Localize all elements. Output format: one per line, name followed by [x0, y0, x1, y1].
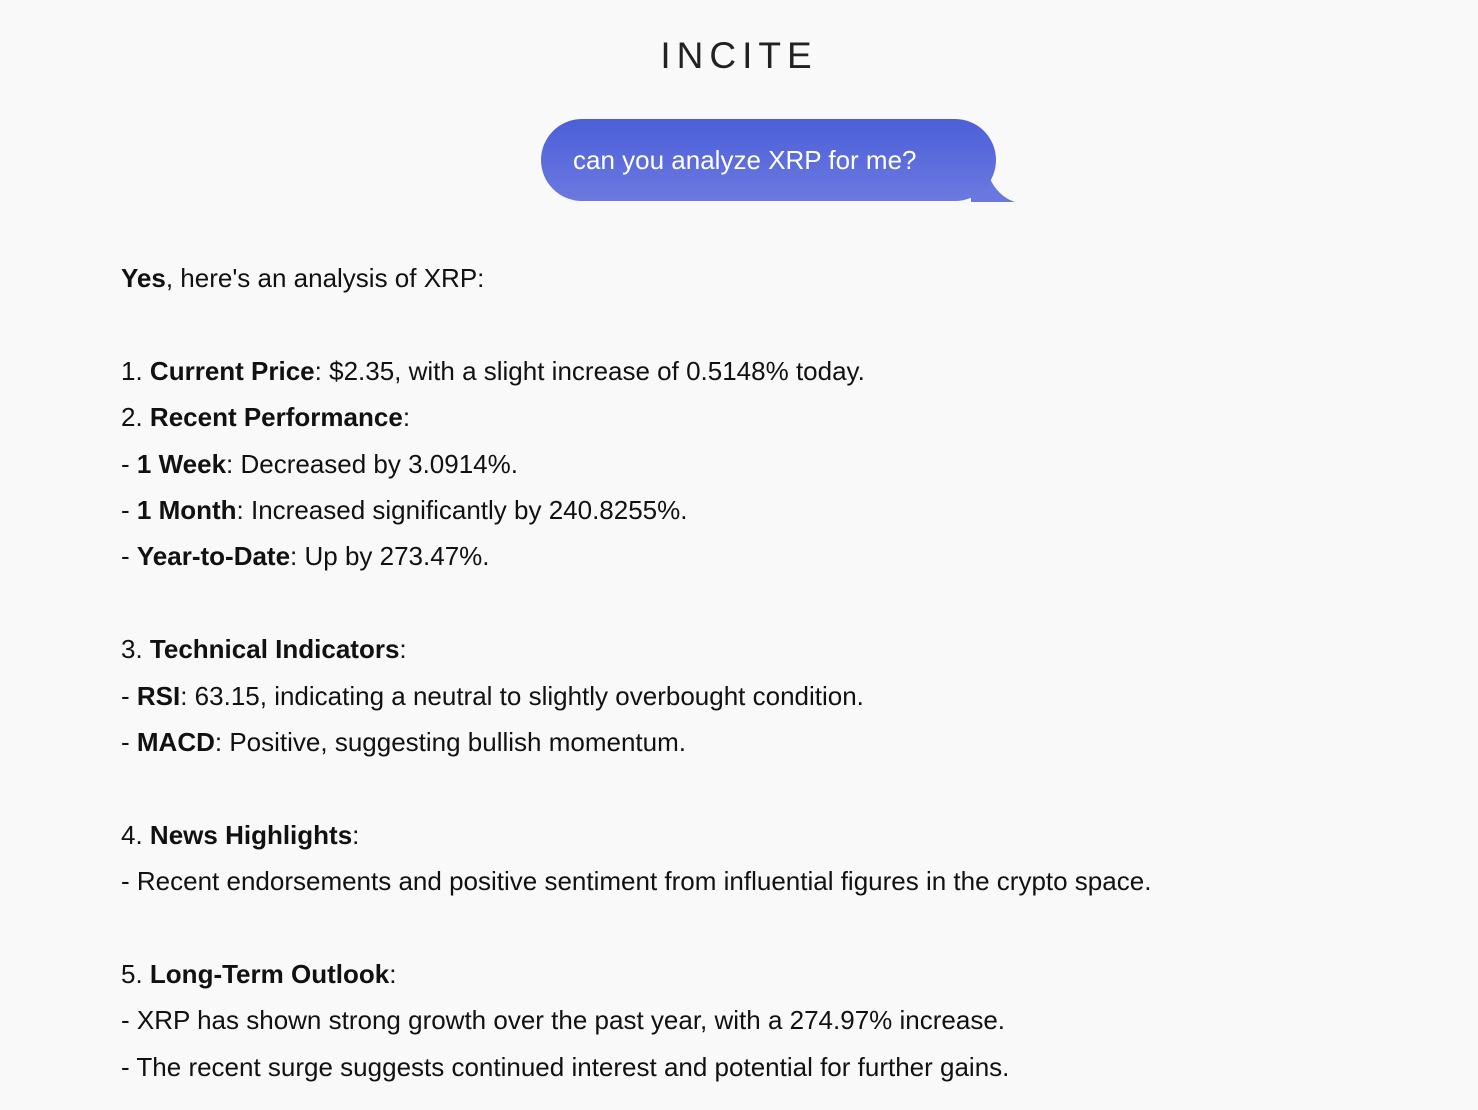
item-text: :	[399, 634, 407, 665]
intro-text: , here's an analysis of XRP:	[165, 263, 485, 293]
intro-bold: Yes	[121, 263, 166, 293]
bullet-item	[121, 441, 1441, 487]
bullet-text: : Positive, suggesting bullish momentum.	[214, 726, 687, 757]
item-label: Long-Term Outlook	[149, 958, 390, 989]
item-text: : $2.35, with a slight increase of 0.5148% today.	[314, 355, 865, 386]
bullet-item: - Recent endorsements and positive sentiment from influential figures in the crypto space.	[121, 866, 1152, 897]
item-label: Technical Indicators	[149, 634, 400, 665]
list-item	[121, 626, 1441, 672]
bullet-text: : 63.15, indicating a neutral to slightly overbought condition.	[180, 680, 864, 711]
bullet-item	[121, 719, 1441, 765]
item-number: 2.	[121, 402, 150, 433]
item-label: Current Price	[149, 355, 315, 386]
bullet-item	[121, 487, 1441, 533]
bullet-text: : Decreased by 3.0914%.	[226, 448, 518, 479]
list-item	[121, 812, 1441, 858]
bullet-text: : Increased significantly by 240.8255%.	[236, 494, 688, 525]
bullet-dash: -	[121, 541, 137, 572]
bullet-item: - The recent surge suggests continued interest and potential for further gains.	[121, 1051, 1010, 1082]
user-message-bubble: can you analyze XRP for me?	[541, 119, 996, 201]
bullet-item	[121, 533, 1441, 579]
list-item	[121, 394, 1441, 440]
assistant-response	[121, 255, 1441, 1090]
bullet-dash: -	[121, 726, 137, 757]
response-intro	[121, 255, 1441, 301]
item-text: :	[352, 819, 360, 850]
bullet-label: RSI	[136, 680, 181, 711]
item-number: 3.	[121, 634, 150, 665]
item-label: News Highlights	[149, 819, 353, 850]
bullet-item	[121, 673, 1441, 719]
item-number: 5.	[121, 958, 150, 989]
bullet-item: - XRP has shown strong growth over the past year, with a 274.97% increase.	[121, 1005, 1005, 1036]
item-number: 1.	[121, 355, 150, 386]
bullet-label: MACD	[136, 726, 215, 757]
bullet-label: Year-to-Date	[136, 541, 291, 572]
bullet-dash: -	[121, 680, 137, 711]
list-item	[121, 348, 1441, 394]
item-text: :	[402, 402, 411, 433]
item-text: :	[389, 958, 397, 989]
user-message	[541, 119, 1016, 203]
bullet-dash: -	[121, 494, 137, 525]
bullet-label: 1 Month	[136, 494, 237, 525]
brand-logo: INCITE	[660, 35, 818, 76]
bullet-text: : Up by 273.47%.	[290, 541, 490, 572]
list-item	[121, 951, 1441, 997]
item-number: 4.	[121, 819, 150, 850]
bullet-dash: -	[121, 448, 137, 479]
item-label: Recent Performance	[149, 402, 403, 433]
bullet-label: 1 Week	[136, 448, 227, 479]
